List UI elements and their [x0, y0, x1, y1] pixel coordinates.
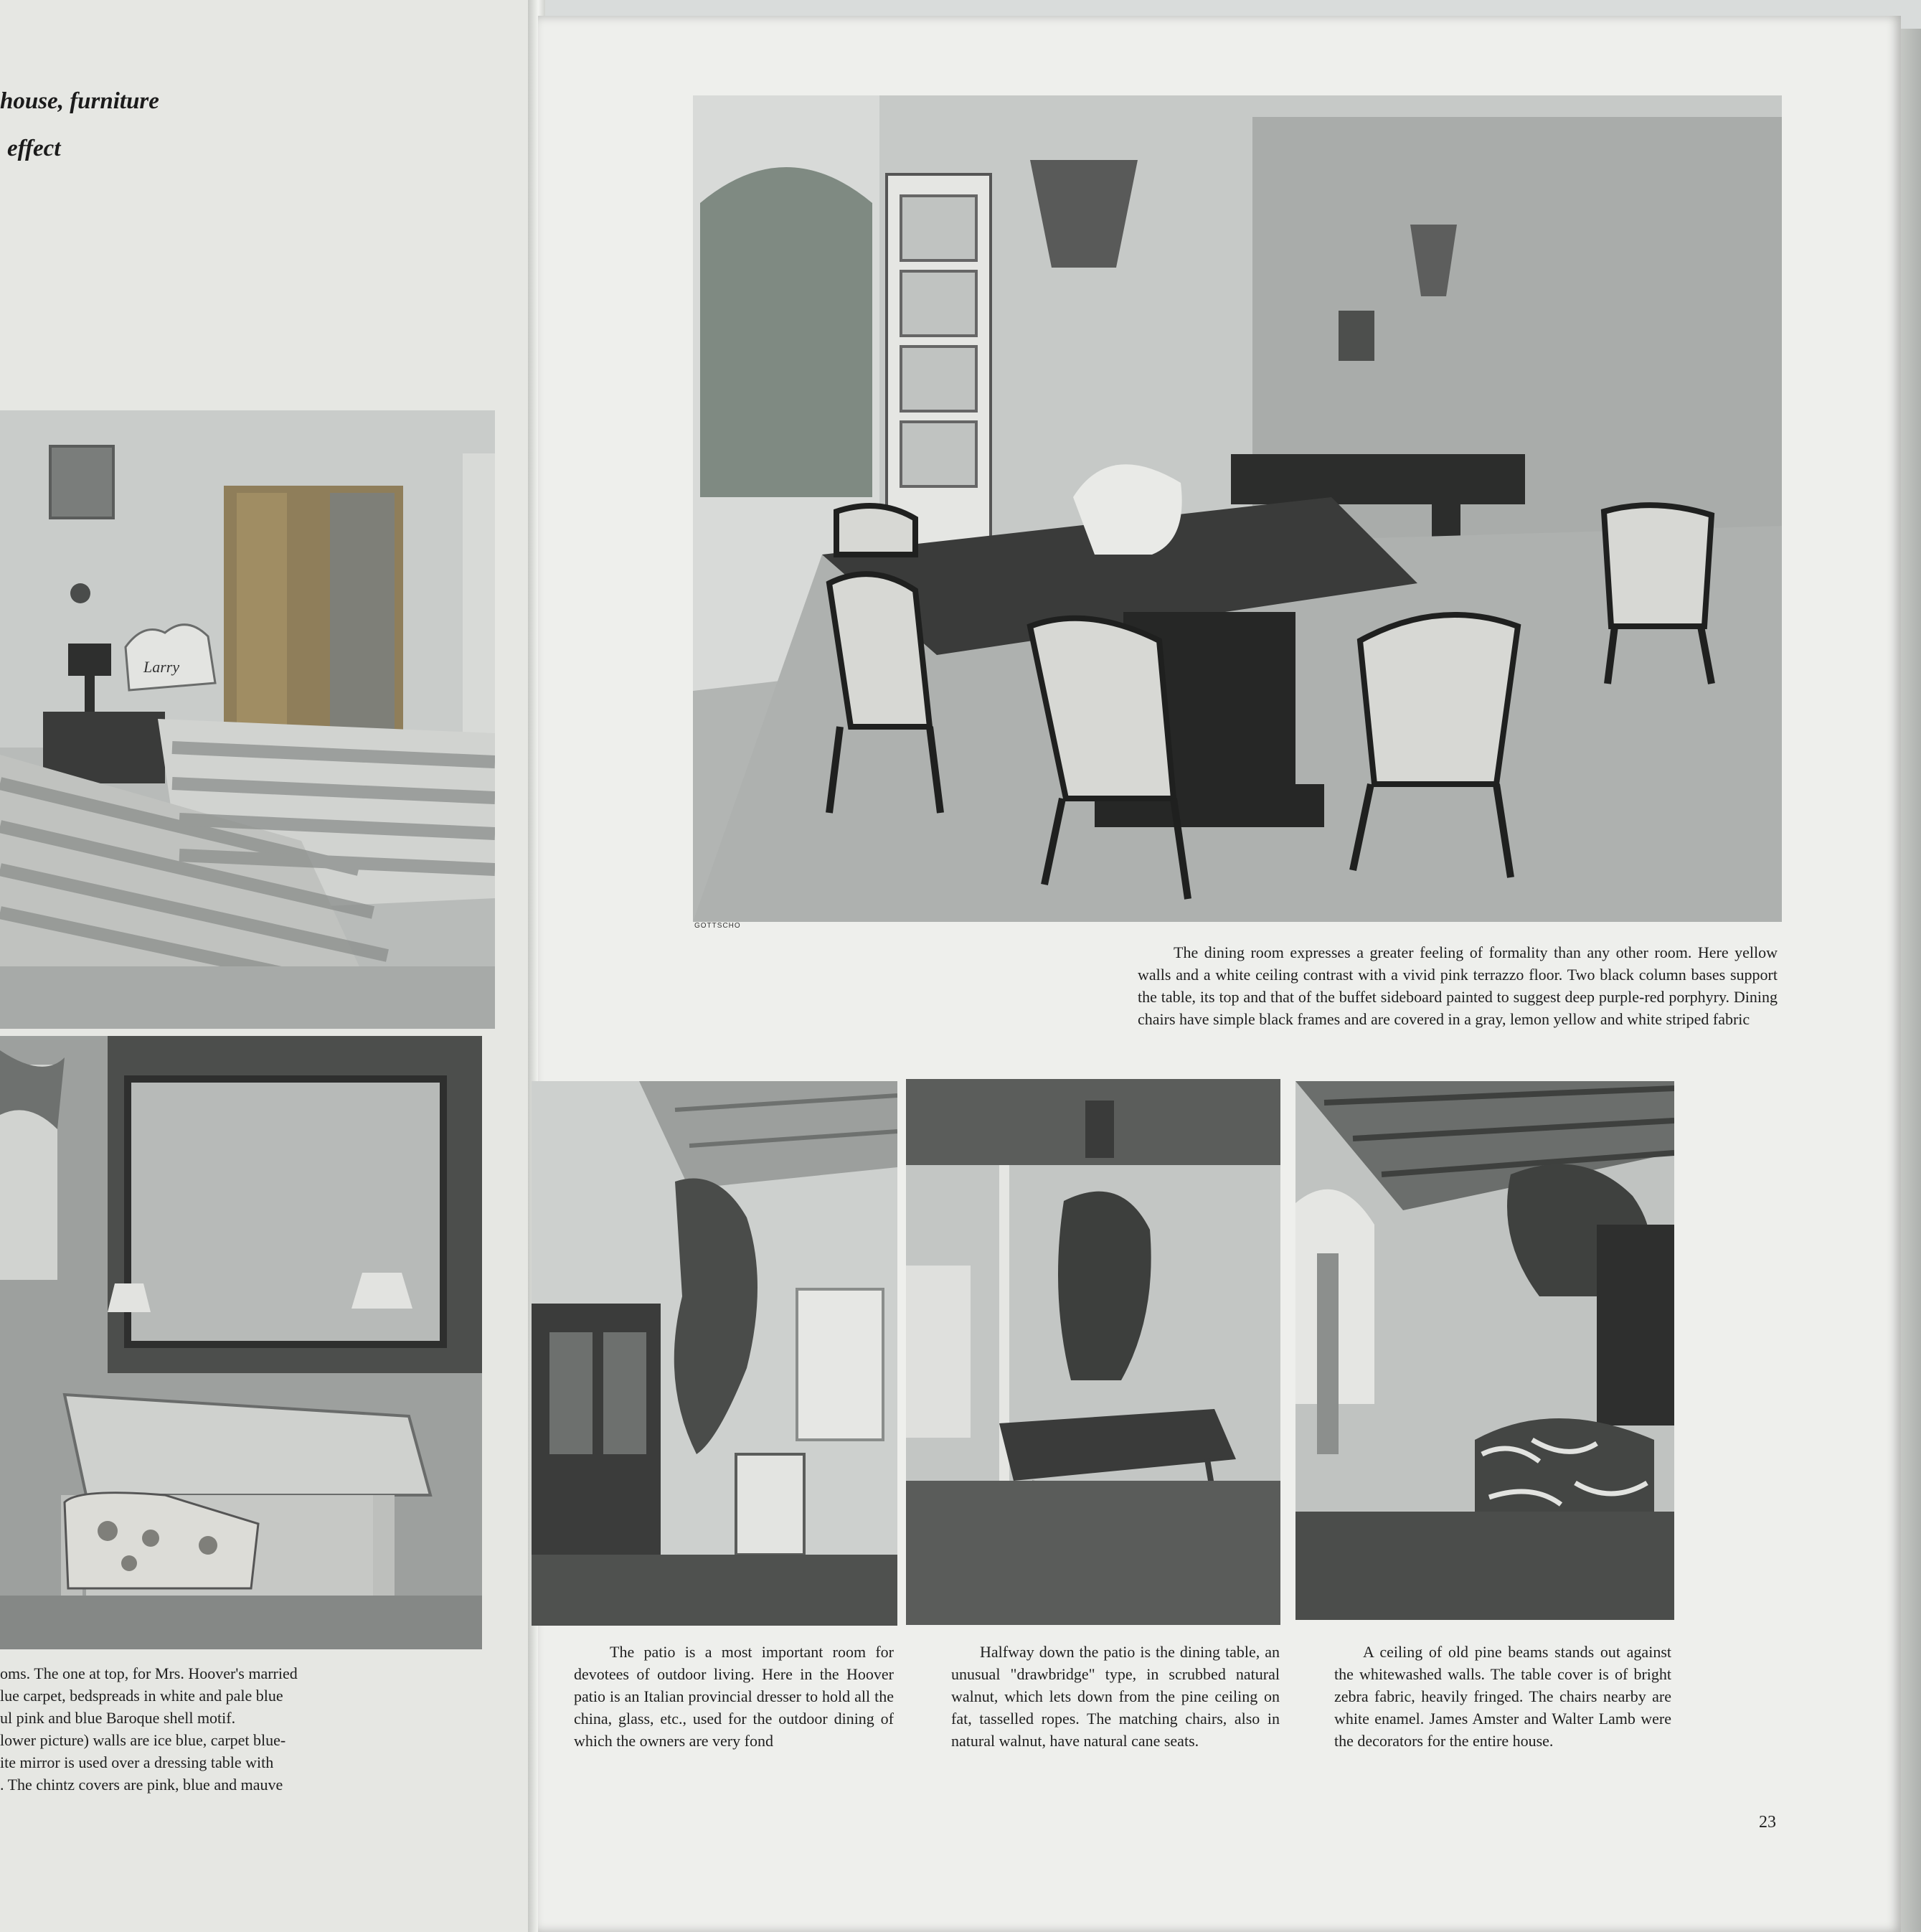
caption-line: ite mirror is used over a dressing table with — [0, 1753, 274, 1771]
dining-room-caption: The dining room expresses a greater feeling of formality than any other room. Here yellow walls and a white ceiling contrast with a vivid pink terrazzo floor. Two black column bases support the table, its top and that of the buffet sideboard painted to suggest deep purple-red porphyry. Dining chairs have simple black frames and are covered in a gray, lemon yellow and white striped fabric — [1138, 943, 1778, 1028]
dining-room-photo — [693, 95, 1782, 922]
walnut-table-photo — [906, 1079, 1280, 1625]
headline-line: house, furniture — [0, 88, 159, 114]
bedroom-photo — [0, 410, 495, 1029]
patio-caption: The patio is a most important room for devotees of outdoor living. Here in the Hoover patio is an Italian provincial dresser to hold all the china, glass, etc., used for the outdoor dining of which the owners are very fond — [574, 1643, 894, 1750]
caption-line: oms. The one at top, for Mrs. Hoover's married — [0, 1664, 298, 1682]
caption-line: lue carpet, bedspreads in white and pale blue — [0, 1687, 283, 1705]
left-page — [0, 0, 531, 1932]
page-number: 23 — [1759, 1813, 1776, 1832]
walnut-table-caption: Halfway down the patio is the dining table, an unusual "drawbridge" type, in scrubbed natural walnut, which lets down from the pine ceiling on fat, tasselled ropes. The matching chairs, also in natural walnut, have natural cane seats. — [951, 1643, 1280, 1750]
headline — [0, 77, 159, 172]
photo-credit: GOTTSCHO — [694, 922, 741, 930]
patio-dresser-photo — [532, 1081, 897, 1626]
caption-line: lower picture) walls are ice blue, carpet blue- — [0, 1731, 286, 1749]
headline-line: effect — [7, 136, 61, 161]
headboard-text: Larry — [143, 658, 180, 676]
caption-line: . The chintz covers are pink, blue and mauve — [0, 1776, 283, 1794]
zebra-table-caption: A ceiling of old pine beams stands out against the whitewashed walls. The table cover is of bright zebra fabric, heavily fringed. The chairs nearby are white enamel. James Amster and Walter Lamb were the decorators for the entire house. — [1334, 1643, 1671, 1750]
dressing-table-photo — [0, 1036, 482, 1649]
bedroom-caption — [0, 1662, 349, 1796]
zebra-table-photo — [1295, 1081, 1674, 1620]
caption-line: ul pink and blue Baroque shell motif. — [0, 1709, 236, 1727]
